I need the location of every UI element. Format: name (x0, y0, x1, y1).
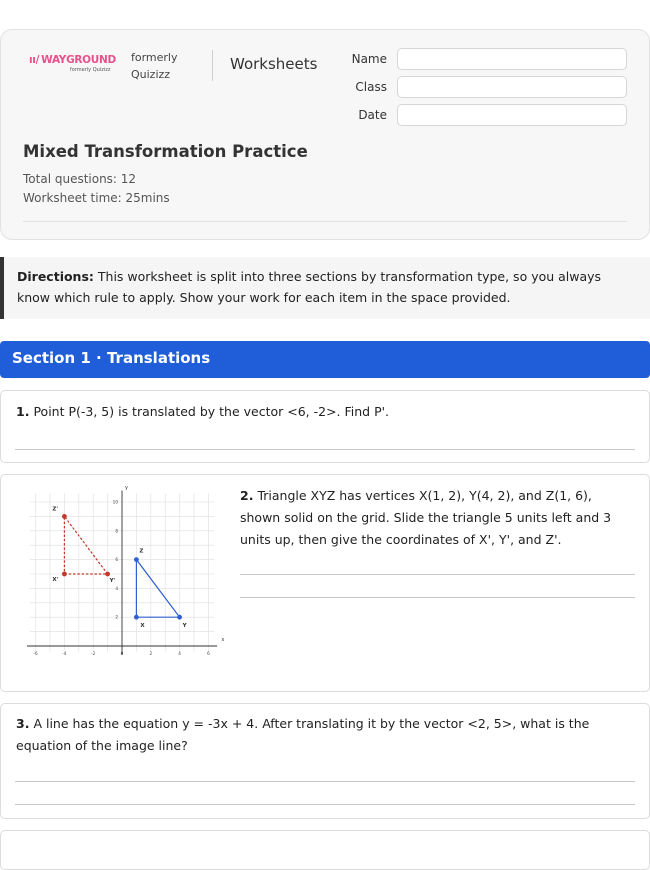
logo-mark-icon: ıı/ (29, 54, 40, 66)
x-tick-label: -6 (33, 651, 38, 656)
x-tick-label: 0 (120, 651, 124, 656)
original-vertex (134, 557, 139, 562)
vertex-label: X' (52, 577, 59, 583)
image-vertex (105, 572, 110, 577)
directions-text: This worksheet is split into three sections by transformation type, so you always know which rule to apply. Show your work for each item in the space provided. (17, 269, 602, 305)
image-vertex (62, 514, 67, 519)
y-tick-label: 6 (115, 557, 118, 563)
coordinate-grid (25, 485, 225, 660)
x-axis-label: x (221, 637, 225, 643)
x-tick-label: -4 (62, 651, 67, 656)
y-tick-label: 8 (115, 528, 118, 534)
vertex-label: Y (182, 623, 187, 630)
question-1: 1. Point P(-3, 5) is translated by the vector <6, -2>. Find P'. (16, 404, 390, 419)
vertex-label: X (140, 623, 145, 630)
formerly-quizizz: formerly Quizizz (131, 51, 178, 81)
date-field[interactable] (397, 104, 627, 126)
y-tick-label: 4 (115, 585, 118, 591)
vertex-label: Z (139, 548, 144, 555)
y-tick-label: 10 (112, 499, 118, 505)
worksheet-title: Mixed Transformation Practice (23, 142, 308, 161)
answer-line[interactable] (15, 804, 635, 805)
answer-line[interactable] (15, 449, 635, 450)
header-divider-line (23, 221, 627, 222)
date-label: Date (358, 108, 387, 122)
directions-label: Directions: (17, 269, 94, 284)
directions-box (0, 257, 650, 319)
original-vertex (134, 615, 139, 620)
original-vertex (177, 615, 182, 620)
total-questions: Total questions: 12 (23, 172, 137, 186)
y-tick-label: 2 (115, 614, 118, 620)
section-header: Section 1 · Translations (0, 341, 650, 378)
x-tick-label: 2 (149, 651, 153, 656)
wayground-logo (29, 54, 117, 73)
x-tick-label: 6 (207, 651, 210, 656)
logo-subtext: formerly Quizizz (70, 67, 111, 73)
worksheets-label: Worksheets (230, 55, 318, 73)
class-field[interactable] (397, 76, 627, 98)
vertex-label: Z' (52, 506, 59, 513)
question-card-4 (0, 830, 650, 870)
question-3: 3. A line has the equation y = -3x + 4. After translating it by the vector <2, 5>, what is the equation of the image line? (16, 716, 590, 753)
question-2: 2. Triangle XYZ has vertices X(1, 2), Y(4, 2), and Z(1, 6), shown solid on the grid. Slide the triangle 5 units left and 3 units up, then give the coordinates of X', Y', and Z'. (240, 488, 612, 547)
answer-line[interactable] (15, 781, 635, 782)
name-label: Name (351, 52, 387, 66)
header-divider (212, 50, 213, 81)
x-tick-label: 4 (178, 651, 181, 656)
class-label: Class (355, 80, 387, 94)
vertex-label: Y' (109, 578, 116, 584)
logo-text: WAYGROUND (41, 54, 116, 66)
worksheet-time: Worksheet time: 25mins (23, 191, 170, 205)
x-tick-label: -2 (91, 651, 96, 656)
name-field[interactable] (397, 48, 627, 70)
answer-line[interactable] (240, 597, 635, 598)
y-axis-label: y (125, 485, 128, 492)
image-vertex (62, 572, 67, 577)
answer-line[interactable] (240, 574, 635, 575)
